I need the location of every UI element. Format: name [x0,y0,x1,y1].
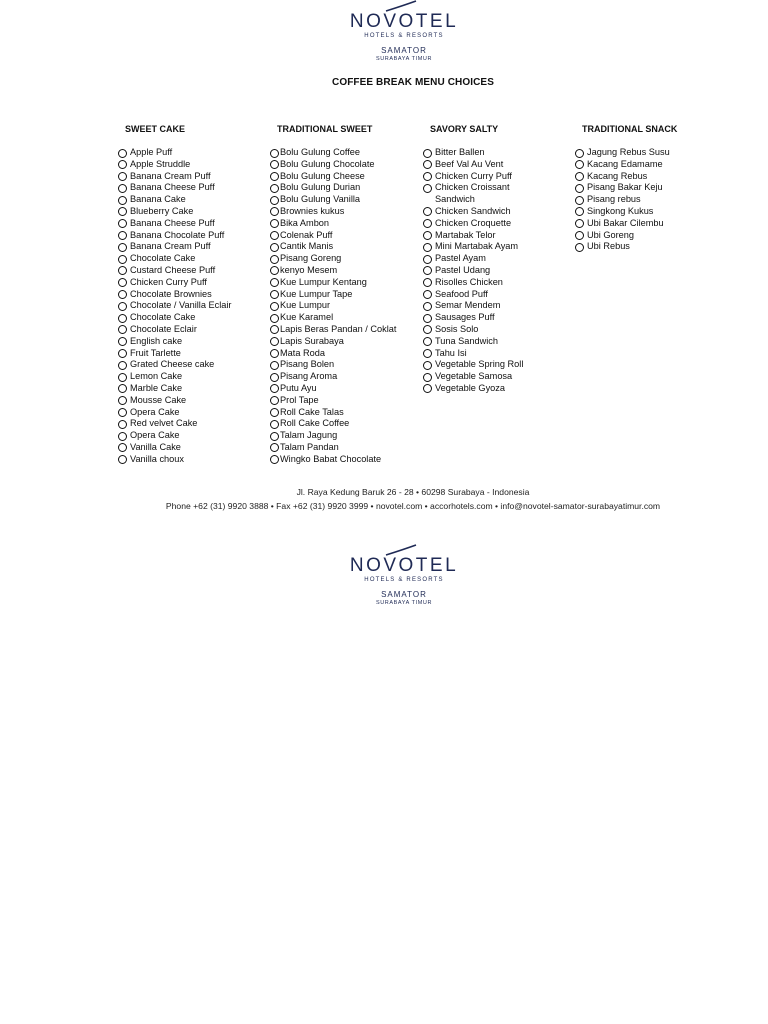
menu-item-label: Sosis Solo [435,323,479,334]
radio-circle-icon[interactable] [118,302,127,311]
menu-item [118,407,258,419]
menu-item [270,383,418,395]
menu-item-label: Ubi Rebus [587,241,630,252]
menu-item-label: Mousse Cake [130,394,187,405]
menu-item [270,241,418,253]
menu-item [118,454,258,466]
menu-item-label: Lapis Surabaya [280,335,344,346]
menu-item [118,277,258,289]
menu-item [270,159,418,171]
menu-item-label: Bolu Gulung Cheese [280,170,365,181]
menu-list [270,147,418,466]
menu-item-label: Custard Cheese Puff [130,264,216,275]
menu-item-label: Opera Cake [130,430,180,441]
menu-item [423,253,573,265]
menu-item-label: Brownies kukus [280,205,345,216]
radio-circle-icon[interactable] [270,196,279,205]
menu-item-label: Chocolate / Vanilla Eclair [130,300,232,311]
radio-circle-icon[interactable] [270,337,279,346]
radio-circle-icon[interactable] [118,396,127,405]
radio-circle-icon[interactable] [270,373,279,382]
menu-item [423,182,573,206]
menu-item-label: Marble Cake [130,382,183,393]
radio-circle-icon[interactable] [575,149,584,158]
menu-item-label: Tahu Isi [435,347,467,358]
radio-circle-icon[interactable] [423,290,432,299]
menu-item-label: Vanilla choux [130,453,184,464]
menu-item-label: Bika Ambon [280,217,330,228]
radio-circle-icon[interactable] [423,325,432,334]
radio-circle-icon[interactable] [118,337,127,346]
menu-item [270,454,418,466]
radio-circle-icon[interactable] [270,219,279,228]
menu-item [575,206,725,218]
menu-item [575,147,725,159]
menu-item [270,206,418,218]
logo-location-sub: SURABAYA TIMUR [375,600,433,606]
menu-list [118,147,258,466]
menu-item-label: Red velvet Cake [130,418,198,429]
radio-circle-icon[interactable] [270,255,279,264]
radio-circle-icon[interactable] [118,455,127,464]
menu-item [270,300,418,312]
radio-circle-icon[interactable] [575,207,584,216]
radio-circle-icon[interactable] [118,149,127,158]
menu-item [423,289,573,301]
menu-item [118,147,258,159]
column-savory-salty [423,123,573,395]
menu-item-label: Chocolate Cake [130,253,196,264]
logo-brand: NOVOTEL [349,555,459,576]
column-traditional-snack [575,123,725,253]
menu-item-label: Prol Tape [280,394,319,405]
menu-item-label: Chocolate Eclair [130,323,197,334]
radio-circle-icon[interactable] [423,255,432,264]
menu-item [270,194,418,206]
menu-item-label: Chocolate Cake [130,312,196,323]
radio-circle-icon[interactable] [270,349,279,358]
menu-item [575,241,725,253]
novotel-logo-bottom [334,544,474,624]
radio-circle-icon[interactable] [423,219,432,228]
logo-sub: HOTELS & RESORTS [364,33,444,39]
radio-circle-icon[interactable] [270,278,279,287]
radio-circle-icon[interactable] [270,314,279,323]
menu-item-label: Banana Chocolate Puff [130,229,225,240]
menu-item [118,241,258,253]
menu-item-label: Sausages Puff [435,312,495,323]
radio-circle-icon[interactable] [270,184,279,193]
menu-item [423,265,573,277]
menu-item [270,348,418,360]
menu-item-label: kenyo Mesem [280,264,338,275]
menu-item [270,395,418,407]
menu-item [118,265,258,277]
menu-item-label: Martabak Telor [435,229,496,240]
radio-circle-icon[interactable] [118,266,127,275]
column-heading: SWEET CAKE [125,124,186,134]
menu-item [575,159,725,171]
radio-circle-icon[interactable] [423,349,432,358]
radio-circle-icon[interactable] [270,455,279,464]
radio-circle-icon[interactable] [575,172,584,181]
radio-circle-icon[interactable] [118,290,127,299]
menu-item [423,312,573,324]
logo-sub: HOTELS & RESORTS [364,577,444,583]
menu-item [118,289,258,301]
menu-item-label: Blueberry Cake [130,205,194,216]
radio-circle-icon[interactable] [270,172,279,181]
radio-circle-icon[interactable] [270,408,279,417]
radio-circle-icon[interactable] [118,160,127,169]
menu-item [118,206,258,218]
menu-item-label: Bitter Ballen [435,147,485,157]
menu-item [118,171,258,183]
menu-item [118,194,258,206]
menu-item-label: Banana Cream Puff [130,241,211,252]
menu-item-label: Vanilla Cake [130,441,181,452]
menu-item-label: Talam Pandan [280,441,339,452]
menu-item [118,336,258,348]
menu-item [423,147,573,159]
menu-item [270,277,418,289]
novotel-logo-top [334,0,474,70]
radio-circle-icon[interactable] [423,231,432,240]
menu-item-label: Pisang Aroma [280,371,338,382]
menu-item-label: Talam Jagung [280,430,338,441]
radio-circle-icon[interactable] [118,255,127,264]
menu-item-label: Banana Cake [130,194,186,205]
radio-circle-icon[interactable] [270,160,279,169]
menu-item [118,359,258,371]
menu-item-label: Kue Lumpur Tape [280,288,353,299]
radio-circle-icon[interactable] [118,408,127,417]
menu-item [270,407,418,419]
menu-item-label: Mata Roda [280,347,325,358]
menu-item [423,300,573,312]
menu-item-label: Pastel Udang [435,264,491,275]
menu-item [118,418,258,430]
menu-item [575,182,725,194]
column-traditional-sweet [270,123,418,466]
radio-circle-icon[interactable] [270,266,279,275]
menu-item [423,171,573,183]
menu-list [423,147,573,395]
column-heading: SAVORY SALTY [430,124,499,134]
menu-item-label: Banana Cheese Puff [130,182,215,193]
radio-circle-icon[interactable] [423,278,432,287]
menu-item [270,218,418,230]
radio-circle-icon[interactable] [118,314,127,323]
menu-item [270,171,418,183]
radio-circle-icon[interactable] [118,243,127,252]
radio-circle-icon[interactable] [575,196,584,205]
menu-item-label: Jagung Rebus Susu [587,147,670,157]
menu-item [270,442,418,454]
radio-circle-icon[interactable] [118,325,127,334]
menu-item-label: Vegetable Gyoza [435,382,505,393]
radio-circle-icon[interactable] [423,373,432,382]
menu-item-label: Apple Struddle [130,158,191,169]
menu-item [270,147,418,159]
radio-circle-icon[interactable] [270,443,279,452]
radio-circle-icon[interactable] [575,219,584,228]
menu-item [118,159,258,171]
menu-item [118,442,258,454]
menu-item [270,371,418,383]
menu-item-label: Bolu Gulung Durian [280,182,361,193]
menu-item-label: Chicken Sandwich [435,205,511,216]
radio-circle-icon[interactable] [270,231,279,240]
radio-circle-icon[interactable] [270,207,279,216]
radio-circle-icon[interactable] [575,160,584,169]
radio-circle-icon[interactable] [118,349,127,358]
menu-item [270,312,418,324]
logo-location: SAMATOR [381,590,427,599]
radio-circle-icon[interactable] [575,243,584,252]
menu-item [270,182,418,194]
menu-item [118,218,258,230]
radio-circle-icon[interactable] [118,373,127,382]
menu-item-label: Kue Lumpur Kentang [280,276,367,287]
menu-item-label: Seafood Puff [435,288,488,299]
menu-item-label: Tuna Sandwich [435,335,498,346]
menu-item [118,253,258,265]
radio-circle-icon[interactable] [423,160,432,169]
menu-item-label: Pastel Ayam [435,253,486,264]
menu-item [423,348,573,360]
radio-circle-icon[interactable] [270,243,279,252]
menu-item [118,383,258,395]
menu-item-label: Pisang Goreng [280,253,342,264]
radio-circle-icon[interactable] [270,325,279,334]
menu-item-label: Chicken Croquette [435,217,512,228]
menu-item-label: Pisang Bakar Keju [587,182,663,193]
menu-item-label: Chicken Curry Puff [435,170,512,181]
menu-item [270,265,418,277]
radio-circle-icon[interactable] [118,420,127,429]
menu-item [270,253,418,265]
radio-circle-icon[interactable] [423,207,432,216]
menu-item-label: Wingko Babat Chocolate [280,453,382,464]
radio-circle-icon[interactable] [423,302,432,311]
menu-item [118,300,258,312]
menu-item [270,324,418,336]
menu-item-label: Semar Mendem [435,300,501,311]
menu-item-label: Kue Lumpur [280,300,331,311]
menu-item-label: Vegetable Samosa [435,371,513,382]
radio-circle-icon[interactable] [118,278,127,287]
menu-item-label: Banana Cream Puff [130,170,211,181]
menu-item [270,336,418,348]
menu-item-label: Opera Cake [130,406,180,417]
column-sweet-cake [118,123,258,466]
menu-item [575,218,725,230]
menu-item [423,324,573,336]
menu-item-label: Kue Karamel [280,312,334,323]
radio-circle-icon[interactable] [118,432,127,441]
menu-item-label: Colenak Puff [280,229,333,240]
logo-location: SAMATOR [381,46,427,55]
radio-circle-icon[interactable] [118,231,127,240]
menu-item-label: Roll Cake Talas [280,406,344,417]
radio-circle-icon[interactable] [423,337,432,346]
radio-circle-icon[interactable] [423,314,432,323]
menu-item [575,230,725,242]
menu-item-label: Apple Puff [130,147,173,157]
menu-item [423,383,573,395]
menu-item [270,230,418,242]
menu-item-label: Lapis Beras Pandan / Coklat [280,323,397,334]
radio-circle-icon[interactable] [118,196,127,205]
radio-circle-icon[interactable] [118,384,127,393]
radio-circle-icon[interactable] [423,361,432,370]
menu-item [118,230,258,242]
menu-item-label: Bolu Gulung Coffee [280,147,361,157]
menu-item [118,430,258,442]
menu-item [118,324,258,336]
menu-item-label: Pisang rebus [587,194,641,205]
radio-circle-icon[interactable] [423,266,432,275]
radio-circle-icon[interactable] [118,172,127,181]
radio-circle-icon[interactable] [270,384,279,393]
menu-item-label: Lemon Cake [130,371,183,382]
radio-circle-icon[interactable] [118,184,127,193]
logo-brand: NOVOTEL [349,11,459,32]
menu-item [423,159,573,171]
radio-circle-icon[interactable] [270,361,279,370]
menu-item-label: Pisang Bolen [280,359,335,370]
menu-item [423,336,573,348]
menu-item-label: Cantik Manis [280,241,334,252]
menu-item [270,289,418,301]
menu-item-label: Bolu Gulung Chocolate [280,158,375,169]
menu-item-label: Vegetable Spring Roll [435,359,524,370]
menu-item-label: Bolu Gulung Vanilla [280,194,361,205]
radio-circle-icon[interactable] [270,302,279,311]
footer-address: Jl. Raya Kedung Baruk 26 - 28 • 60298 Surabaya - Indonesia [296,487,530,497]
logo-location-sub: SURABAYA TIMUR [375,56,433,62]
menu-item-label: Mini Martabak Ayam [435,241,519,252]
radio-circle-icon[interactable] [270,420,279,429]
radio-circle-icon[interactable] [423,243,432,252]
menu-list [575,147,725,253]
menu-item [423,218,573,230]
radio-circle-icon[interactable] [270,396,279,405]
menu-item [118,371,258,383]
menu-item-label: Putu Ayu [280,382,317,393]
column-heading: TRADITIONAL SWEET [277,124,373,134]
menu-item-label: Ubi Bakar Cilembu [587,217,664,228]
radio-circle-icon[interactable] [118,207,127,216]
menu-item [423,241,573,253]
menu-item [575,194,725,206]
menu-item-label: Beef Val Au Vent [435,158,504,169]
menu-item-label: Chocolate Brownies [130,288,212,299]
radio-circle-icon[interactable] [423,384,432,393]
menu-item-label: Ubi Goreng [587,229,634,240]
menu-item [423,359,573,371]
menu-item-label: Kacang Edamame [587,158,663,169]
menu-item [270,418,418,430]
radio-circle-icon[interactable] [423,184,432,193]
radio-circle-icon[interactable] [575,184,584,193]
menu-item [118,395,258,407]
menu-item-label: Banana Cheese Puff [130,217,215,228]
page-title: COFFEE BREAK MENU CHOICES [332,77,494,88]
menu-item [118,312,258,324]
menu-item-label: Singkong Kukus [587,205,654,216]
menu-item-label: English cake [130,335,183,346]
menu-item-label: Kacang Rebus [587,170,648,181]
radio-circle-icon[interactable] [270,432,279,441]
menu-item [270,430,418,442]
column-heading: TRADITIONAL SNACK [582,124,678,134]
menu-item [118,182,258,194]
radio-circle-icon[interactable] [423,172,432,181]
menu-item [118,348,258,360]
menu-item [575,171,725,183]
radio-circle-icon[interactable] [270,149,279,158]
menu-item-label: Chicken Croissant Sandwich [435,182,510,205]
radio-circle-icon[interactable] [118,443,127,452]
menu-item-label: Roll Cake Coffee [280,418,350,429]
footer-contact: Phone +62 (31) 9920 3888 • Fax +62 (31) 9920 3999 • novotel.com • accorhotels.com • info@novotel-samator-surabayatimur.com [165,501,661,511]
menu-item [270,359,418,371]
menu-item [423,277,573,289]
radio-circle-icon[interactable] [270,290,279,299]
menu-item-label: Grated Cheese cake [130,359,215,370]
radio-circle-icon[interactable] [575,231,584,240]
menu-item [423,371,573,383]
menu-item-label: Chicken Curry Puff [130,276,207,287]
menu-item [423,206,573,218]
menu-item [423,230,573,242]
radio-circle-icon[interactable] [423,149,432,158]
radio-circle-icon[interactable] [118,219,127,228]
menu-item-label: Fruit Tarlette [130,347,181,358]
menu-item-label: Risolles Chicken [435,276,503,287]
radio-circle-icon[interactable] [118,361,127,370]
